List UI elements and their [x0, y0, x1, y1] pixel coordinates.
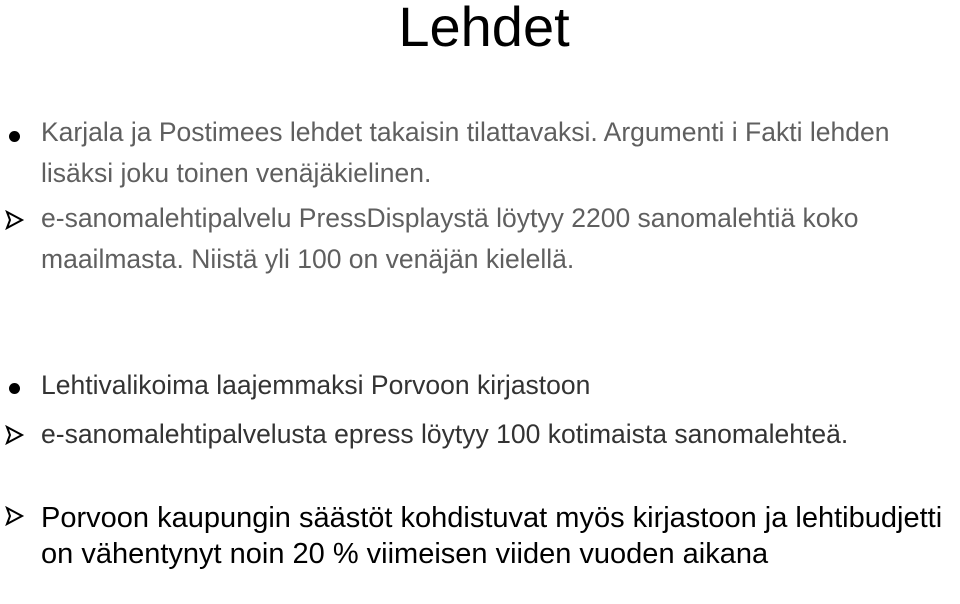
list-item-text: Lehtivalikoima laajemmaksi Porvoon kirjastoon — [41, 370, 591, 400]
bullet-dot-icon — [9, 131, 20, 142]
list-item-text: e-sanomalehtipalvelusta epress löytyy 100 kotimaista sanomalehteä. — [41, 419, 849, 449]
bullet-dot-icon — [9, 383, 20, 394]
list-item-text: e-sanomalehtipalvelu PressDisplaystä löytyy 2200 sanomalehtiä koko maailmasta. Niistä yli 100 on venäjän kielellä. — [41, 203, 859, 274]
list-item-text: Porvoon kaupungin säästöt kohdistuvat myös kirjastoon ja lehtibudjetti on vähentynyt noin 20 % viimeisen viiden vuoden aikana — [41, 502, 943, 570]
arrowhead-icon — [5, 210, 25, 230]
slide-title: Lehdet — [398, 0, 570, 58]
arrowhead-icon — [5, 425, 25, 445]
list-item-text: Karjala ja Postimees lehdet takaisin tilattavaksi. Argumenti i Fakti lehden lisäksi joku toinen venäjäkielinen. — [41, 117, 890, 188]
arrowhead-icon — [5, 506, 25, 526]
